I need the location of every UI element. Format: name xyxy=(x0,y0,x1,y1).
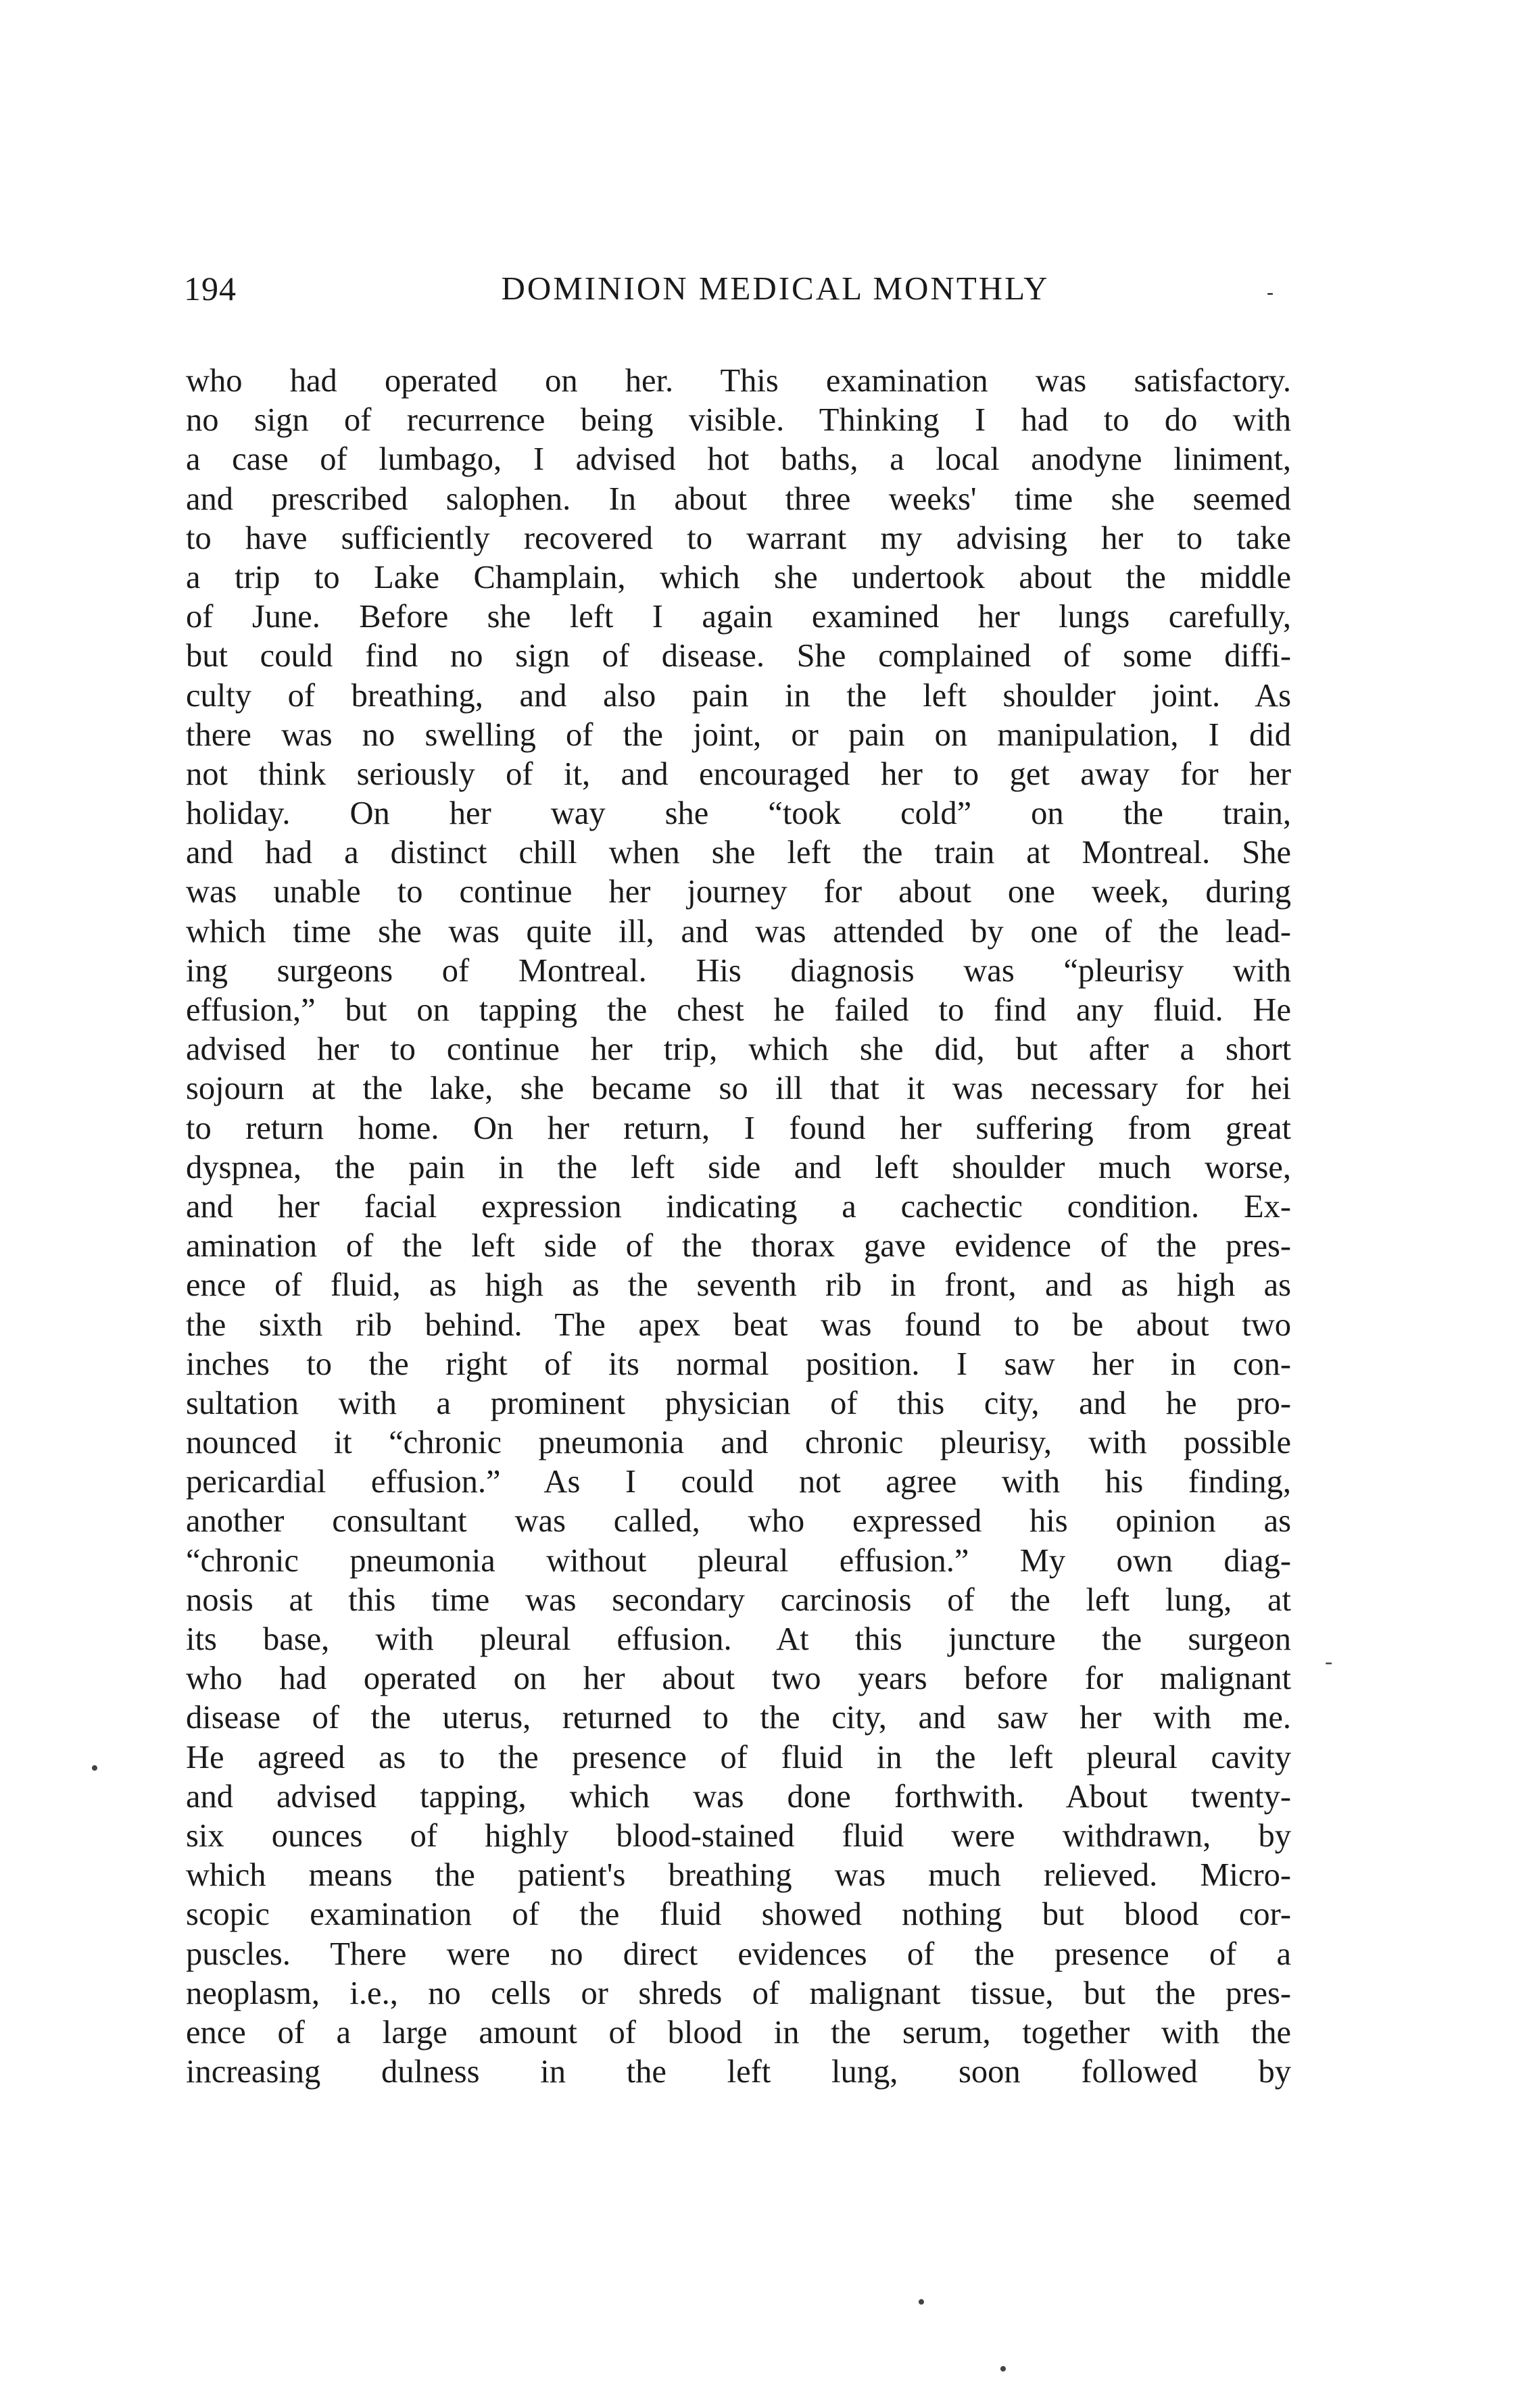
text-line: a trip to Lake Champlain, which she undertook about the middle xyxy=(186,559,1291,595)
margin-mark: • xyxy=(917,2290,925,2315)
body-text xyxy=(186,362,1291,2092)
text-line: and had a distinct chill when she left the train at Montreal. She xyxy=(186,835,1291,871)
text-line: amination of the left side of the thorax gave evidence of the pres- xyxy=(186,1228,1291,1264)
text-line: the sixth rib behind. The apex beat was found to be about two xyxy=(186,1306,1291,1343)
text-line: of June. Before she left I again examined her lungs carefully, xyxy=(186,599,1291,635)
text-line: advised her to continue her trip, which she did, but after a short xyxy=(186,1031,1291,1068)
header-mark: - xyxy=(1267,281,1274,303)
text-line: He agreed as to the presence of fluid in the left pleural cavity xyxy=(186,1739,1291,1775)
text-line: dyspnea, the pain in the left side and left shoulder much worse, xyxy=(186,1149,1291,1185)
text-line: sojourn at the lake, she became so ill that it was necessary for hei xyxy=(186,1071,1291,1107)
text-line: scopic examination of the fluid showed nothing but blood cor- xyxy=(186,1896,1291,1933)
text-line: nosis at this time was secondary carcinosis of the left lung, at xyxy=(186,1581,1291,1618)
text-line: which means the patient's breathing was much relieved. Micro- xyxy=(186,1857,1291,1894)
margin-mark: - xyxy=(1325,1649,1333,1674)
text-line: pericardial effusion.” As I could not agree with his finding, xyxy=(186,1464,1291,1500)
text-line: and advised tapping, which was done forthwith. About twenty- xyxy=(186,1778,1291,1815)
text-line: and her facial expression indicating a cachectic condition. Ex- xyxy=(186,1188,1291,1225)
text-line: ence of fluid, as high as the seventh rib in front, and as high as xyxy=(186,1267,1291,1304)
text-line: culty of breathing, and also pain in the left shoulder joint. As xyxy=(186,677,1291,714)
text-line: not think seriously of it, and encouraged her to get away for her xyxy=(186,756,1291,792)
text-line: was unable to continue her journey for about one week, during xyxy=(186,874,1291,910)
text-line: puscles. There were no direct evidences of the presence of a xyxy=(186,1936,1291,1972)
text-line: a case of lumbago, I advised hot baths, a local anodyne liniment, xyxy=(186,441,1291,478)
margin-mark: • xyxy=(999,2357,1007,2382)
text-line: which time she was quite ill, and was attended by one of the lead- xyxy=(186,913,1291,950)
text-line: to return home. On her return, I found her suffering from great xyxy=(186,1110,1291,1146)
text-line: effusion,” but on tapping the chest he failed to find any fluid. He xyxy=(186,992,1291,1028)
margin-mark: • xyxy=(91,1756,99,1781)
text-line: disease of the uterus, returned to the city, and saw her with me. xyxy=(186,1700,1291,1736)
text-line: there was no swelling of the joint, or pain on manipulation, I did xyxy=(186,716,1291,753)
text-line: nounced it “chronic pneumonia and chronic pleurisy, with possible xyxy=(186,1425,1291,1461)
running-head: DOMINION MEDICAL MONTHLY xyxy=(501,270,1050,307)
text-line: increasing dulness in the left lung, soon followed by xyxy=(186,2054,1291,2090)
text-line: its base, with pleural effusion. At this juncture the surgeon xyxy=(186,1621,1291,1657)
page-header xyxy=(184,269,1286,316)
text-line: six ounces of highly blood-stained fluid were withdrawn, by xyxy=(186,1817,1291,1854)
text-line: “chronic pneumonia without pleural effusion.” My own diag- xyxy=(186,1542,1291,1579)
text-line: inches to the right of its normal position. I saw her in con- xyxy=(186,1346,1291,1382)
page-number: 194 xyxy=(184,270,237,308)
text-line: but could find no sign of disease. She complained of some diffi- xyxy=(186,638,1291,674)
text-line: and prescribed salophen. In about three weeks' time she seemed xyxy=(186,481,1291,517)
text-line: who had operated on her about two years before for malignant xyxy=(186,1661,1291,1697)
text-line: neoplasm, i.e., no cells or shreds of malignant tissue, but the pres- xyxy=(186,1975,1291,2011)
text-line: to have sufficiently recovered to warrant my advising her to take xyxy=(186,520,1291,556)
text-line: another consultant was called, who expressed his opinion as xyxy=(186,1503,1291,1540)
text-line: who had operated on her. This examination was satisfactory. xyxy=(186,363,1291,399)
text-line: sultation with a prominent physician of this city, and he pro- xyxy=(186,1385,1291,1421)
text-line: holiday. On her way she “took cold” on the train, xyxy=(186,795,1291,832)
text-line: no sign of recurrence being visible. Thinking I had to do with xyxy=(186,402,1291,439)
text-line: ence of a large amount of blood in the serum, together with the xyxy=(186,2014,1291,2050)
text-line: ing surgeons of Montreal. His diagnosis was “pleurisy with xyxy=(186,952,1291,989)
